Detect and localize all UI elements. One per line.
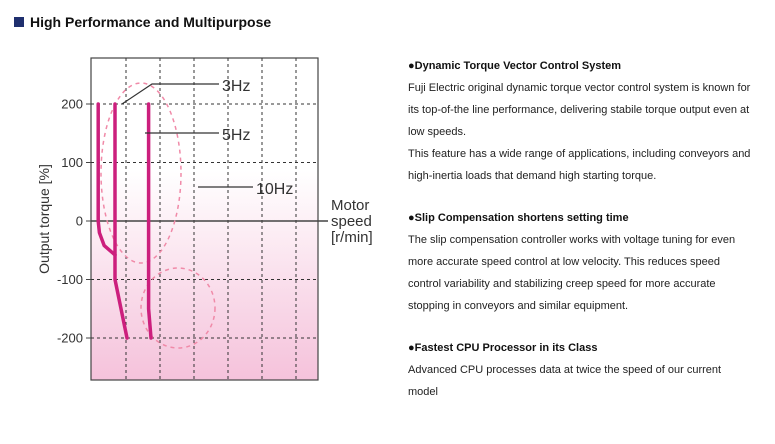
x-axis-title-line: speed — [331, 213, 372, 230]
y-tick-label: 100 — [61, 155, 83, 170]
feature-slip-compensation — [408, 207, 758, 317]
feature-line: its top-of-the line performance, delivering stabile torque output even at — [408, 104, 750, 116]
y-tick-label: 200 — [61, 96, 83, 112]
feature-title: ●Fastest CPU Processor in its Class — [408, 342, 598, 354]
section-title: High Performance and Multipurpose — [30, 14, 272, 30]
y-axis-title: Output torque [%] — [36, 164, 52, 274]
feature-line: high-inertia loads that demand high starting torque. — [408, 170, 657, 182]
annotation-label-3hz: 3Hz — [222, 78, 251, 95]
y-tick-label: -200 — [56, 330, 83, 346]
feature-line: This feature has a wide range of applications, including conveyors and — [408, 148, 751, 160]
annotation-label-5hz: 5Hz — [222, 127, 251, 144]
feature-title: ●Slip Compensation shortens setting time — [408, 212, 629, 224]
y-tick-label: 0 — [75, 213, 83, 229]
feature-line: low speeds. — [408, 126, 467, 138]
feature-fast-cpu — [408, 337, 758, 403]
feature-list — [408, 55, 758, 423]
feature-line: Advanced CPU processes data at twice the speed of our current — [408, 364, 722, 376]
x-axis-title-line: [r/min] — [331, 229, 373, 246]
y-tick-label: -100 — [56, 272, 83, 287]
x-axis-title-line: Motor — [331, 197, 370, 214]
feature-dynamic-torque — [408, 55, 758, 187]
feature-line: control variability and stabilizing creep speed for more accurate — [408, 278, 716, 290]
feature-line: more accurate speed control at low velocity. This reduces speed — [408, 256, 721, 268]
feature-line: The slip compensation controller works with voltage tuning for even — [408, 234, 736, 246]
feature-line: Fuji Electric original dynamic torque vector control system is known for — [408, 82, 751, 94]
feature-title: ●Dynamic Torque Vector Control System — [408, 60, 622, 72]
annotation-label-10hz: 10Hz — [256, 181, 294, 198]
feature-line: model — [408, 386, 438, 398]
feature-line: stopping in conveyors and similar equipment. — [408, 300, 629, 312]
